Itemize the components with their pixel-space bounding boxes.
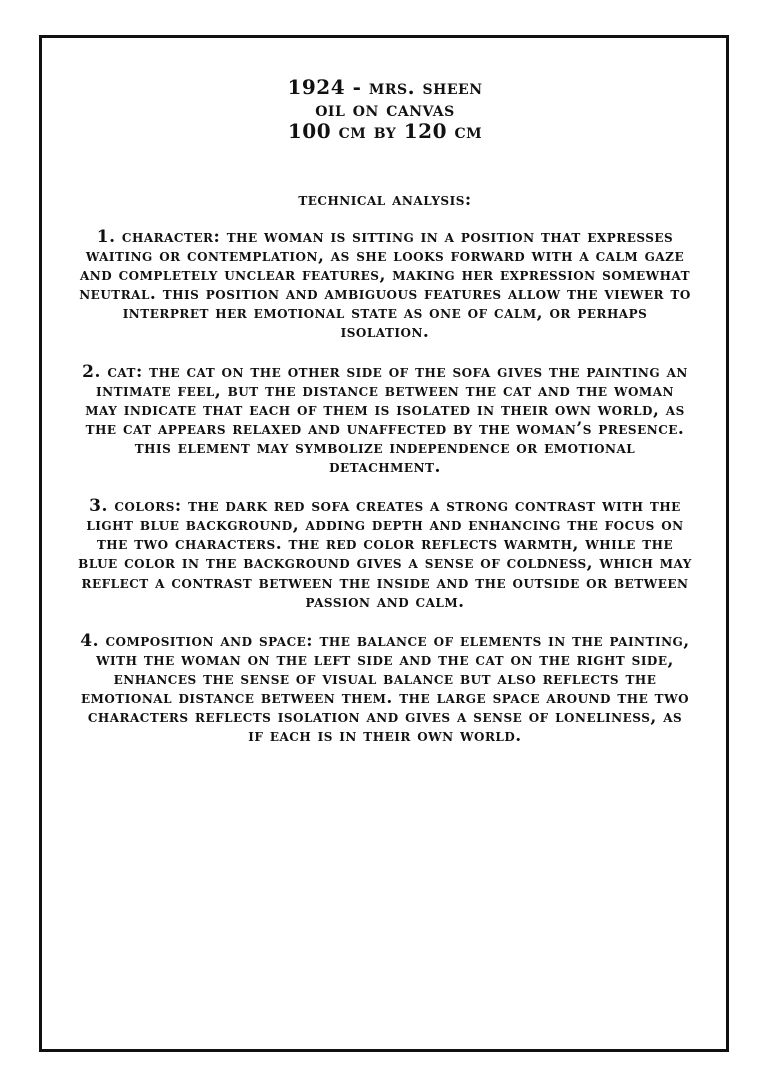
paragraph-composition: 4. composition and space: the balance of elements in the painting, with the woman on the left side and the cat on the right side, enhances the sense of visual balance but also reflects the emotional distance between them. the large space around the two characters reflects isolation and gives a sense of loneliness, as if each is in their own world. [80,630,690,747]
paragraph-colors: 3. colors: the dark red sofa creates a strong contrast with the light blue background, adding depth and enhancing the focus on the two characters. the red color reflects warmth, while the blue color in the background gives a sense of coldness, which may reflect a contrast between the inside and the outside or between passion and calm. [78,496,692,612]
title-year-name: 1924 - mrs. sheen [287,75,483,99]
paragraph-character: 1. character: the woman is sitting in a position that expresses waiting or contemplation, as she looks forward with a calm gaze and completely unclear features, making her expression somewhat neutral. this position and ambiguous features allow the viewer to interpret her emotional state as one of calm, or perhaps isolation. [79,227,691,343]
title-medium: oil on canvas [315,97,455,121]
paragraph-cat: 2. cat: the cat on the other side of the sofa gives the painting an intimate feel, but the distance between the cat and the woman may indicate that each of them is isolated in their own world, as the cat appears relaxed and unaffected by the woman’s presence. this element may symbolize independence or emotional detachment. [82,361,688,478]
title-dimensions: 100 cm by 120 cm [287,119,483,143]
document-body [78,76,692,746]
analysis-heading: technical analysis: [298,190,472,210]
